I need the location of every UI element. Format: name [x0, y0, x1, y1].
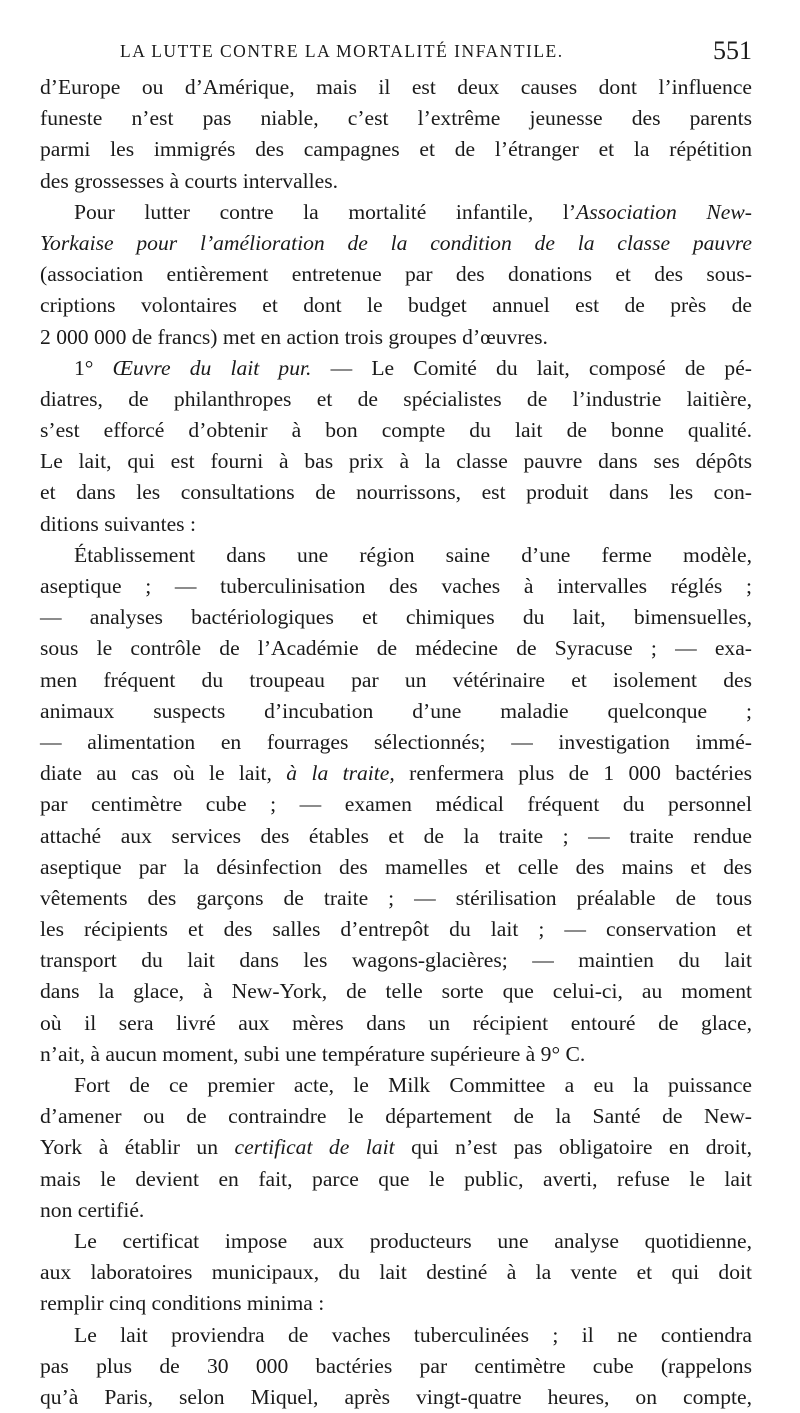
text-line: 2 000 000 de francs) met en action trois groupes d’œuvres. — [40, 322, 752, 353]
text-line: mais le devient en fait, parce que le public, averti, refuse le lait — [40, 1164, 752, 1195]
text-line: pas plus de 30 000 bactéries par centimètre cube (rappelons — [40, 1351, 752, 1382]
text-line: animaux suspects d’incubation d’une maladie quelconque ; — [40, 696, 752, 727]
text-line: (association entièrement entretenue par des donations et des sous- — [40, 259, 752, 290]
paragraph-2 — [40, 197, 752, 353]
book-page — [40, 30, 752, 1370]
text-line: vêtements des garçons de traite ; — stérilisation préalable de tous — [40, 883, 752, 914]
paragraph-1 — [40, 72, 752, 197]
text-line: aseptique ; — tuberculinisation des vaches à intervalles réglés ; — [40, 571, 752, 602]
text-line: et dans les consultations de nourrissons, est produit dans les con- — [40, 477, 752, 508]
text-line: d’amener ou de contraindre le département de la Santé de New- — [40, 1101, 752, 1132]
text-line: les récipients et des salles d’entrepôt du lait ; — conservation et — [40, 914, 752, 945]
running-head — [120, 30, 752, 72]
paragraph-6 — [40, 1226, 752, 1320]
text-line: attaché aux services des étables et de la traite ; — traite rendue — [40, 821, 752, 852]
text-line: où il sera livré aux mères dans un récipient entouré de glace, — [40, 1008, 752, 1039]
text-line: Établissement dans une région saine d’une ferme modèle, — [40, 540, 752, 571]
text-line: men fréquent du troupeau par un vétérinaire et isolement des — [40, 665, 752, 696]
body-text — [40, 72, 752, 1413]
text-line: aux laboratoires municipaux, du lait destiné à la vente et qui doit — [40, 1257, 752, 1288]
paragraph-3 — [40, 353, 752, 540]
text-line: s’est efforcé d’obtenir à bon compte du lait de bonne qualité. — [40, 415, 752, 446]
text-fragment: 1° — [74, 356, 113, 380]
text-fragment: qui n’est pas obligatoire en droit, — [395, 1135, 752, 1159]
text-line: dans la glace, à New-York, de telle sorte que celui-ci, au moment — [40, 976, 752, 1007]
text-line: non certifié. — [40, 1195, 752, 1226]
text-line: — alimentation en fourrages sélectionnés; — investigation immé- — [40, 727, 752, 758]
text-line: funeste n’est pas niable, c’est l’extrême jeunesse des parents — [40, 103, 752, 134]
text-line: parmi les immigrés des campagnes et de l’étranger et la répétition — [40, 134, 752, 165]
italic-fragment: Yorkaise pour l’amélioration de la condition de la classe pauvre — [40, 231, 752, 255]
text-fragment: diate au cas où le lait, — [40, 761, 286, 785]
text-line: qu’à Paris, selon Miquel, après vingt-quatre heures, on compte, — [40, 1382, 752, 1413]
text-line: transport du lait dans les wagons-glacières; — maintien du lait — [40, 945, 752, 976]
italic-fragment: Œuvre du lait pur. — [113, 356, 312, 380]
text-line: criptions volontaires et dont le budget annuel est de près de — [40, 290, 752, 321]
paragraph-5 — [40, 1070, 752, 1226]
text-line: — analyses bactériologiques et chimiques du lait, bimensuelles, — [40, 602, 752, 633]
running-title: LA LUTTE CONTRE LA MORTALITÉ INFANTILE. — [120, 41, 564, 61]
text-line: d’Europe ou d’Amérique, mais il est deux causes dont l’influence — [40, 72, 752, 103]
text-line: des grossesses à courts intervalles. — [40, 166, 752, 197]
text-line — [40, 758, 752, 789]
page-number: 551 — [713, 30, 752, 72]
text-fragment: renfermera plus de 1 000 bactéries — [395, 761, 752, 785]
text-line: Le certificat impose aux producteurs une analyse quotidienne, — [40, 1226, 752, 1257]
text-line: par centimètre cube ; — examen médical fréquent du personnel — [40, 789, 752, 820]
paragraph-7 — [40, 1320, 752, 1413]
text-line: Le lait, qui est fourni à bas prix à la classe pauvre dans ses dépôts — [40, 446, 752, 477]
text-line: n’ait, à aucun moment, subi une température supérieure à 9° C. — [40, 1039, 752, 1070]
text-line — [40, 228, 752, 259]
text-fragment: Pour lutter contre la mortalité infantile, l’ — [74, 200, 576, 224]
italic-fragment: certificat de lait — [235, 1135, 395, 1159]
text-line — [40, 1132, 752, 1163]
text-line — [40, 353, 752, 384]
text-line — [40, 197, 752, 228]
text-fragment: York à établir un — [40, 1135, 235, 1159]
text-line: aseptique par la désinfection des mamelles et celle des mains et des — [40, 852, 752, 883]
text-line: remplir cinq conditions minima : — [40, 1288, 752, 1319]
paragraph-4 — [40, 540, 752, 1070]
text-line: ditions suivantes : — [40, 509, 752, 540]
italic-fragment: à la traite, — [286, 761, 395, 785]
text-line: Fort de ce premier acte, le Milk Committee a eu la puissance — [40, 1070, 752, 1101]
text-line: diatres, de philanthropes et de spécialistes de l’industrie laitière, — [40, 384, 752, 415]
text-line: sous le contrôle de l’Académie de médecine de Syracuse ; — exa- — [40, 633, 752, 664]
text-fragment: — Le Comité du lait, composé de pé- — [311, 356, 752, 380]
text-line: Le lait proviendra de vaches tuberculinées ; il ne contiendra — [40, 1320, 752, 1351]
italic-fragment: Association New- — [576, 200, 752, 224]
